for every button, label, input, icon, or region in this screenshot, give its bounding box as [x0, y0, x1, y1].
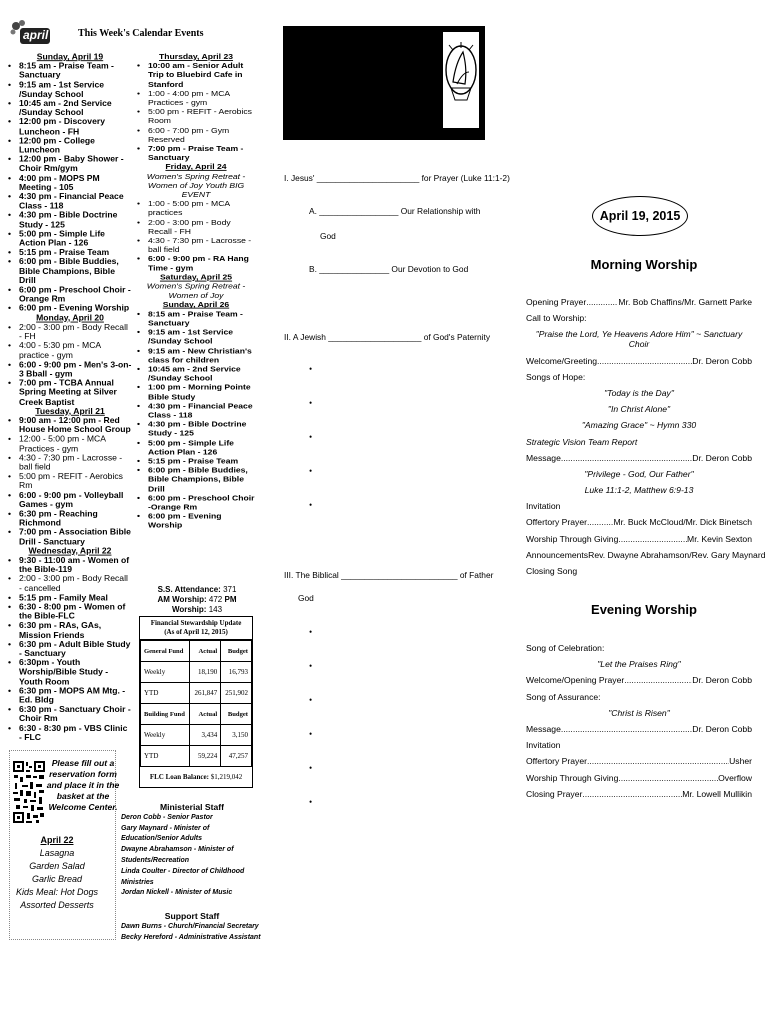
calendar-event: • 6:00 - 9:00 pm - Volleyball Games - gym — [8, 490, 132, 509]
outline-point-1: I. Jesus' ______________________ for Prayer (Luke 11:1-2) — [284, 173, 510, 183]
calendar-event: • 6:30 pm - RAs, GAs, Mission Friends — [8, 621, 132, 640]
calendar-event: • 6:00 - 7:00 pm - Gym Reserved — [137, 125, 255, 143]
outline-point-1a-cont: God — [320, 231, 336, 241]
pm-worship-value: 143 — [208, 605, 223, 614]
service-item — [526, 789, 752, 799]
calendar-event: • 6:00 - 9:00 pm - RA Hang Time - gym — [137, 254, 255, 272]
calendar-day-header: Sunday, April 19 — [36, 52, 104, 62]
service-item: Song of Assurance: — [526, 691, 601, 702]
calendar-event: • 6:30 pm - Sanctuary Choir - Choir Rm — [8, 705, 132, 724]
service-item: Song of Celebration: — [526, 643, 605, 653]
service-song-title: "In Christ Alone" — [607, 404, 671, 415]
pm-worship-label: PM Worship: — [171, 595, 237, 614]
staff-member: Linda Coulter - Director of Childhood Ministries — [121, 867, 245, 886]
calendar-event-list — [8, 416, 132, 547]
outline-bullet: • — [309, 398, 313, 408]
service-item — [526, 773, 752, 783]
table-row — [141, 725, 252, 746]
building-fund-budget-header: Budget — [221, 704, 252, 725]
calendar-event-list — [8, 61, 132, 313]
service-song-title: "Let the Praises Ring" — [597, 659, 681, 670]
calendar-day-header: Sunday, April 26 — [162, 299, 230, 309]
calendar-event: • 2:00 - 3:00 pm - Body Recall - FH — [8, 322, 132, 341]
calendar-event: • 6:00 pm - Bible Buddies, Bible Champions, Bible Drill — [137, 465, 255, 493]
service-item — [526, 517, 752, 527]
sermon-title: #1—" Privilege - God, Our Father" — [287, 105, 417, 115]
ss-attendance-value: 371 — [223, 585, 237, 594]
outline-bullet: • — [309, 364, 313, 374]
service-song-title: "Amazing Grace" ~ Hymn 330 — [581, 420, 697, 431]
service-item-label: Welcome/Greeting — [526, 355, 598, 366]
calendar-day-header: Thursday, April 23 — [158, 52, 234, 62]
staff-member: Becky Hereford - Administrative Assistant — [121, 933, 261, 941]
calendar-event: • 5:15 pm - Family Meal — [8, 593, 132, 602]
leader-dots — [624, 675, 692, 685]
morning-worship-header: Morning Worship — [590, 257, 698, 272]
calendar-event: • 9:15 am - 1st Service /Sunday School — [8, 80, 132, 99]
meal-item: Garlic Bread — [31, 874, 83, 884]
calendar-event: • 5:00 pm - REFIT - Aerobics Rm — [8, 472, 132, 491]
service-item-leader: Mr. Lowell Mullikin — [682, 788, 752, 799]
calendar-event: • 4:00 pm - MOPS PM Meeting - 105 — [8, 173, 132, 192]
meal-item: Garden Salad — [29, 861, 85, 871]
loan-label: FLC Loan Balance: — [149, 773, 209, 781]
table-cell: Weekly — [141, 662, 190, 683]
am-worship-value: 472 — [208, 595, 223, 604]
calendar-event: • 12:00 pm - Baby Shower - Choir Rm/gym — [8, 155, 132, 174]
calendar-event: • 9:15 am - 1st Service /Sunday School — [137, 328, 255, 346]
outline-bullet: • — [309, 695, 313, 705]
calendar-day-note: Women's Spring Retreat - Women of Joy Youth BIG EVENT — [146, 171, 246, 199]
calendar-event-list — [137, 61, 255, 162]
calendar-event: • 8:15 am - Praise Team - Sanctuary — [137, 309, 255, 327]
outline-point-3-cont: God — [298, 593, 314, 603]
ministerial-staff-header: Ministerial Staff — [160, 802, 224, 812]
praying-hands-icon — [443, 32, 479, 128]
leader-dots — [587, 517, 614, 527]
service-item-label: Worship Through Giving — [526, 772, 619, 783]
service-song-title: "Christ is Risen" — [608, 707, 670, 718]
service-item-leader: Usher — [729, 756, 752, 767]
calendar-event: • 2:00 - 3:00 pm - Body Recall - cancelled — [8, 574, 132, 593]
staff-member: Dawn Burns - Church/Financial Secretary — [121, 922, 259, 930]
building-fund-actual-header: Actual — [190, 704, 221, 725]
calendar-title: This Week's Calendar Events — [78, 28, 204, 39]
leader-dots — [561, 453, 692, 463]
service-item-label: Worship Through Giving — [526, 533, 619, 544]
general-fund-label: General Fund — [141, 641, 190, 662]
service-item — [526, 724, 752, 734]
finance-caption-date: (As of April 12, 2015) — [164, 628, 228, 636]
outline-bullet: • — [309, 729, 313, 739]
calendar-day-header: Wednesday, April 22 — [28, 546, 112, 556]
calendar-column-1 — [8, 52, 132, 742]
service-item-leader: Dr. Deron Cobb — [692, 355, 752, 366]
ss-attendance-label: S.S. Attendance: — [157, 585, 221, 594]
general-fund-budget-header: Budget — [221, 641, 252, 662]
leader-dots — [561, 724, 692, 734]
outline-bullet: • — [309, 763, 313, 773]
outline-bullet: • — [309, 627, 313, 637]
april-logo — [8, 18, 54, 50]
attendance-summary — [140, 585, 254, 615]
calendar-event: • 7:00 pm - TCBA Annual Spring Meeting at Silver Creek Baptist — [8, 378, 132, 406]
calendar-event: • 7:00 pm - Association Bible Drill - Sanctuary — [8, 528, 132, 547]
calendar-event: • 9:30 - 11:00 am - Women of the Bible-119 — [8, 556, 132, 575]
calendar-column-2 — [137, 52, 255, 530]
calendar-event: • 5:15 pm - Praise Team — [8, 248, 132, 257]
outline-point-2: II. A Jewish ____________________ of God's Paternity — [284, 332, 491, 342]
calendar-event: • 8:15 am - Praise Team - Sanctuary — [8, 61, 132, 80]
calendar-event: • 6:30 pm - MOPS AM Mtg. - Ed. Bldg — [8, 686, 132, 705]
leader-dots — [618, 534, 687, 544]
service-item-leader: Mr. Bob Chaffins/Mr. Garnett Parke — [618, 297, 752, 307]
calendar-event: • 6:00 - 9:00 pm - Men's 3-on-3 Bball - gym — [8, 360, 132, 379]
calendar-event: • 5:15 pm - Praise Team — [137, 456, 255, 465]
service-item-leader: Dr. Deron Cobb — [692, 723, 752, 734]
qr-code-icon — [12, 760, 46, 824]
financial-stewardship-table — [139, 616, 253, 788]
table-cell: 47,257 — [221, 746, 252, 767]
calendar-event: • 9:15 am - New Christian's class for children — [137, 346, 255, 364]
leader-dots — [587, 756, 729, 766]
service-item — [526, 756, 752, 766]
calendar-event: • 6:00 pm - Preschool Choir -Orange Rm — [8, 285, 132, 304]
service-item — [526, 297, 752, 307]
logo-text: april — [23, 28, 49, 42]
calendar-event: • 5:00 pm - Simple Life Action Plan - 126 — [8, 229, 132, 248]
service-item-label: Welcome/Opening Prayer — [526, 675, 625, 686]
table-cell: 18,190 — [190, 662, 221, 683]
meal-item: Kids Meal: Hot Dogs — [15, 887, 99, 897]
leader-dots — [618, 773, 718, 783]
service-item — [526, 356, 752, 366]
service-item — [526, 453, 752, 463]
calendar-event: • 10:00 am - Senior Adult Trip to Bluebird Cafe in Stanford — [137, 61, 255, 89]
sermon-text: Text: Luke 11:1-2, Matthew 6:9-13 — [287, 122, 417, 133]
calendar-event: • 12:00 - 5:00 pm - MCA Practices - gym — [8, 434, 132, 453]
table-cell: YTD — [141, 746, 190, 767]
calendar-event: • 12:00 pm - Discovery Luncheon - FH — [8, 117, 132, 136]
calendar-event-list — [137, 309, 255, 529]
service-song-title: "Praise the Lord, Ye Heavens Adore Him" ~ Sanctuary Choir — [535, 329, 743, 350]
service-item-label: Announcements — [526, 549, 589, 560]
calendar-event: • 6:00 pm - Evening Worship — [8, 304, 132, 313]
outline-bullet: • — [309, 500, 313, 510]
support-staff-header: Support Staff — [164, 911, 220, 922]
service-item-label: Message — [526, 723, 561, 734]
meal-date: April 22 — [40, 835, 74, 845]
calendar-event: • 4:30 pm - Financial Peace Class - 118 — [8, 192, 132, 211]
calendar-event-list — [137, 199, 255, 272]
staff-member: Jordan Nickell - Minister of Music — [121, 889, 233, 897]
calendar-event: • 6:00 pm - Evening Worship — [137, 511, 255, 529]
staff-member: Gary Maynard - Minister of Education/Senior Adults — [121, 824, 210, 843]
staff-member: Deron Cobb - Senior Pastor — [121, 813, 213, 821]
service-item: Invitation — [526, 740, 561, 751]
service-date-oval: April 19, 2015 — [592, 196, 688, 236]
table-cell: 16,793 — [221, 662, 252, 683]
building-fund-label: Building Fund — [141, 704, 190, 725]
calendar-event: • 10:45 am - 2nd Service /Sunday School — [8, 99, 132, 118]
leader-dots — [582, 789, 682, 799]
service-item-leader: Dr. Deron Cobb — [692, 675, 752, 686]
table-row — [141, 683, 252, 704]
finance-caption — [140, 617, 252, 640]
leader-dots — [586, 297, 618, 307]
evening-order-of-service — [526, 643, 752, 805]
outline-point-3: III. The Biblical _________________________ of Father — [284, 570, 494, 580]
outline-bullet: • — [309, 661, 313, 671]
meal-reservation-note: Please fill out a reservation form and place it in the basket at the Welcome Center. — [46, 758, 120, 812]
service-item-leader: Dr. Deron Cobb — [692, 452, 752, 463]
table-row — [141, 662, 252, 683]
service-item-leader: Mr. Buck McCloud/Mr. Dick Binetsch — [613, 517, 752, 528]
service-item-leader: Mr. Kevin Sexton — [687, 533, 752, 544]
outline-bullet: • — [309, 432, 313, 442]
service-item — [526, 534, 752, 544]
service-item-label: Offertory Prayer — [526, 517, 587, 528]
calendar-event-list — [8, 322, 132, 406]
calendar-event: • 6:30 pm - Reaching Richmond — [8, 509, 132, 528]
table-cell: Weekly — [141, 725, 190, 746]
calendar-event: • 1:00 - 5:00 pm - MCA practices — [137, 199, 255, 217]
finance-caption-title: Financial Stewardship Update — [150, 619, 242, 627]
service-song-title: "Privilege - God, Our Father" — [584, 468, 694, 479]
service-item — [526, 549, 766, 560]
service-item: Invitation — [526, 501, 561, 512]
evening-worship-header: Evening Worship — [591, 602, 697, 617]
calendar-day-header: Saturday, April 25 — [159, 272, 233, 282]
calendar-event: • 5:00 pm - REFIT - Aerobics Room — [137, 107, 255, 125]
table-cell: 251,902 — [221, 683, 252, 704]
calendar-event: • 1:00 pm - Morning Pointe Bible Study — [137, 383, 255, 401]
staff-list — [121, 802, 263, 944]
meal-item: Assorted Desserts — [20, 900, 94, 910]
outline-bullet: • — [309, 797, 313, 807]
calendar-event: • 1:00 - 4:00 pm - MCA Practices - gym — [137, 89, 255, 107]
service-item: Call to Worship: — [526, 313, 587, 324]
calendar-event: • 4:30 pm - Bible Doctrine Study - 125 — [137, 419, 255, 437]
service-item-label: Offertory Prayer — [526, 756, 587, 767]
table-cell: 59,224 — [190, 746, 221, 767]
calendar-event: • 6:00 pm - Preschool Choir -Orange Rm — [137, 493, 255, 511]
outline-point-1a: A. _________________ Our Relationship with — [309, 206, 481, 216]
flc-loan-balance — [140, 767, 252, 787]
staff-member: Dwayne Abrahamson - Minister of Students/Recreation — [121, 846, 234, 864]
sermon-series: Series: Jesus Teach Us to Pray — [287, 87, 407, 98]
service-item-leader: Overflow — [718, 772, 752, 783]
service-item — [526, 675, 752, 685]
meal-item: Lasagna — [39, 848, 75, 858]
calendar-day-note: Women's Spring Retreat - Women of Joy — [146, 281, 246, 300]
service-item-label: Message — [526, 452, 561, 463]
service-item: Songs of Hope: — [526, 371, 586, 382]
loan-value: $1,219,042 — [210, 773, 243, 781]
outline-bullet: • — [309, 466, 313, 476]
table-cell: 261,847 — [190, 683, 221, 704]
calendar-event: • 9:00 am - 12:00 pm - Red House Home School Group — [8, 416, 132, 435]
outline-point-1b: B. _______________ Our Devotion to God — [309, 264, 469, 274]
leader-dots — [597, 356, 692, 366]
calendar-event: • 4:30 pm - Bible Doctrine Study - 125 — [8, 211, 132, 230]
am-worship-label: AM Worship: — [157, 595, 207, 604]
calendar-event: • 6:30 - 8:30 pm - VBS Clinic - FLC — [8, 723, 132, 742]
sermon-date-line: Sunday, April 19, 2015 Morning Worship — [287, 35, 407, 63]
calendar-event: • 4:30 - 7:30 pm - Lacrosse - ball field — [8, 453, 132, 472]
table-cell: YTD — [141, 683, 190, 704]
calendar-event: • 10:45 am - 2nd Service /Sunday School — [137, 364, 255, 382]
calendar-event: • 4:00 - 5:30 pm - MCA practice - gym — [8, 341, 132, 360]
calendar-event: • 2:00 - 3:00 pm - Body Recall - FH — [137, 217, 255, 235]
calendar-event: • 4:30 pm - Financial Peace Class - 118 — [137, 401, 255, 419]
calendar-event-list — [8, 556, 132, 742]
calendar-event: • 6:30pm - Youth Worship/Bible Study - Youth Room — [8, 658, 132, 686]
sermon-preacher: Dr. Deron Cobb — [287, 70, 347, 80]
table-cell: 3,150 — [221, 725, 252, 746]
service-song-title: "Today is the Day" — [604, 387, 674, 398]
service-item-label: Closing Prayer — [526, 788, 583, 799]
meal-menu — [14, 834, 100, 912]
calendar-event: • 12:00 pm - College Luncheon — [8, 136, 132, 155]
table-cell: 3,434 — [190, 725, 221, 746]
calendar-event: • 6:30 - 8:00 pm - Women of the Bible-FLC — [8, 602, 132, 621]
service-item-leader: Rev. Dwayne Abrahamson/Rev. Gary Maynard — [588, 549, 766, 560]
calendar-event: • 5:00 pm - Simple Life Action Plan - 126 — [137, 438, 255, 456]
calendar-event: • 4:30 - 7:30 pm - Lacrosse - ball field — [137, 236, 255, 254]
service-item-label: Opening Prayer — [526, 297, 587, 307]
calendar-event: • 6:00 pm - Bible Buddies, Bible Champions, Bible Drill — [8, 257, 132, 285]
calendar-event: • 7:00 pm - Praise Team - Sanctuary — [137, 144, 255, 162]
service-item: Strategic Vision Team Report — [526, 436, 638, 447]
sermon-banner-text — [287, 32, 437, 137]
service-song-title: Luke 11:1-2, Matthew 6:9-13 — [584, 485, 694, 496]
service-item: Closing Song — [526, 566, 578, 576]
calendar-day-header: Tuesday, April 21 — [35, 406, 105, 416]
general-fund-actual-header: Actual — [190, 641, 221, 662]
table-row — [141, 746, 252, 767]
calendar-day-header: Friday, April 24 — [165, 162, 227, 172]
calendar-event: • 6:30 pm - Adult Bible Study - Sanctuary — [8, 639, 132, 658]
morning-order-of-service — [526, 297, 766, 582]
calendar-day-header: Monday, April 20 — [36, 313, 104, 323]
